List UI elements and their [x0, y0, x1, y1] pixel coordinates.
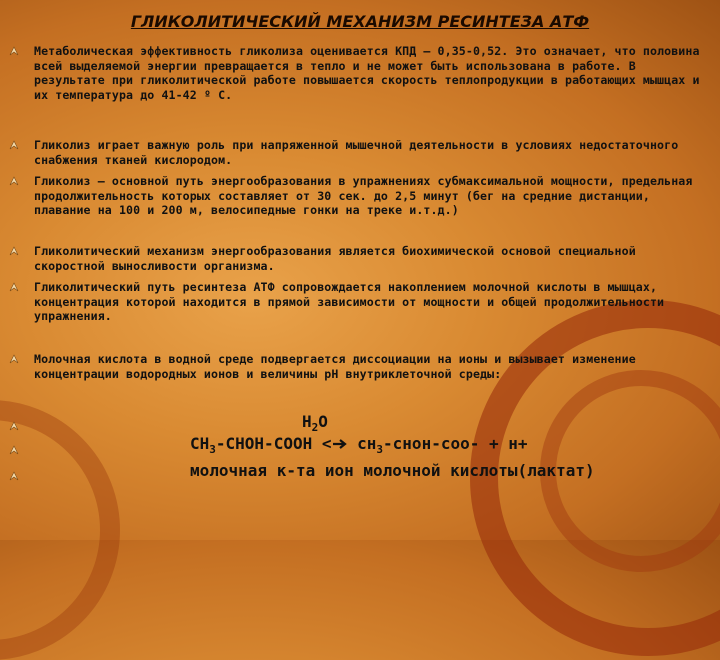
- lactic-acid-formula: $CH_3-CHOH$-COOH: [190, 434, 313, 457]
- bullet-icon: [9, 440, 19, 450]
- equilibrium-arrow: <: [322, 434, 348, 453]
- decorative-swirl: [0, 400, 120, 660]
- hydrogen-ion: + н+: [489, 434, 528, 453]
- slide-title: ГЛИКОЛИТИЧЕСКИЙ МЕХАНИЗМ РЕСИНТЕЗА АТФ: [130, 12, 590, 31]
- bullet-icon: [9, 246, 19, 256]
- arrow-right-icon: [332, 438, 348, 450]
- lactate-ion-formula: $сн_3-снон-соо-$: [357, 434, 480, 457]
- bullet-icon: [9, 176, 19, 186]
- bullet-text: Гликолиз играет важную роль при напряженной мышечной деятельности в условиях недостаточного снабжения тканей кислородом.: [34, 138, 679, 167]
- lactate-label: ион молочной кислоты(лактат): [324, 461, 595, 480]
- bullet-text: Гликолиз – основной путь энергообразования в упражнениях субмаксимальной мощности, предельная продолжительность которых составляет от 30 сек. до 2,5 минут (бег на средние дистанции, плавание на 100 и 200 м, велосипедные гонки на треке и.т.д.): [34, 174, 693, 217]
- bullet-text: Метаболическая эффективность гликолиза оценивается КПД – 0,35-0,52. Это означает, что половина всей выделяемой энергии превращается в тепло и не может быть использована в работе. В результате при гликолитической работе повышается скорость теплопродукции в работающих мышцах и их температура до 41-42 º С.: [34, 44, 700, 102]
- bullet-item: [34, 244, 700, 273]
- bullet-item: [34, 352, 700, 381]
- bullet-icon: [9, 466, 19, 476]
- bullet-icon: [9, 282, 19, 292]
- bullet-text: Молочная кислота в водной среде подвергается диссоциации на ионы и вызывает изменение концентрации водородных ионов и величины pH внутриклеточной среды:: [34, 352, 636, 381]
- bullet-icon: [9, 140, 19, 150]
- bullet-item: [34, 138, 700, 167]
- equation-labels: [190, 461, 595, 480]
- lactic-acid-label: молочная к-та: [190, 461, 316, 480]
- bullet-item: [34, 44, 700, 102]
- water-formula: $H_2O$: [302, 412, 328, 435]
- bullet-icon: [9, 416, 19, 426]
- bullet-icon: [9, 46, 19, 56]
- dissociation-equation: [190, 434, 528, 456]
- bullet-icon: [9, 354, 19, 364]
- bullet-text: Гликолитический механизм энергообразования является биохимической основой специальной скоростной выносливости организма.: [34, 244, 636, 273]
- bullet-item: [34, 280, 700, 324]
- bullet-text: Гликолитический путь ресинтеза АТФ сопровождается накоплением молочной кислоты в мышцах, концентрация которой находится в прямой зависимости от мощности и общей продолжительности упражнения.: [34, 280, 665, 323]
- bullet-item: [34, 174, 700, 218]
